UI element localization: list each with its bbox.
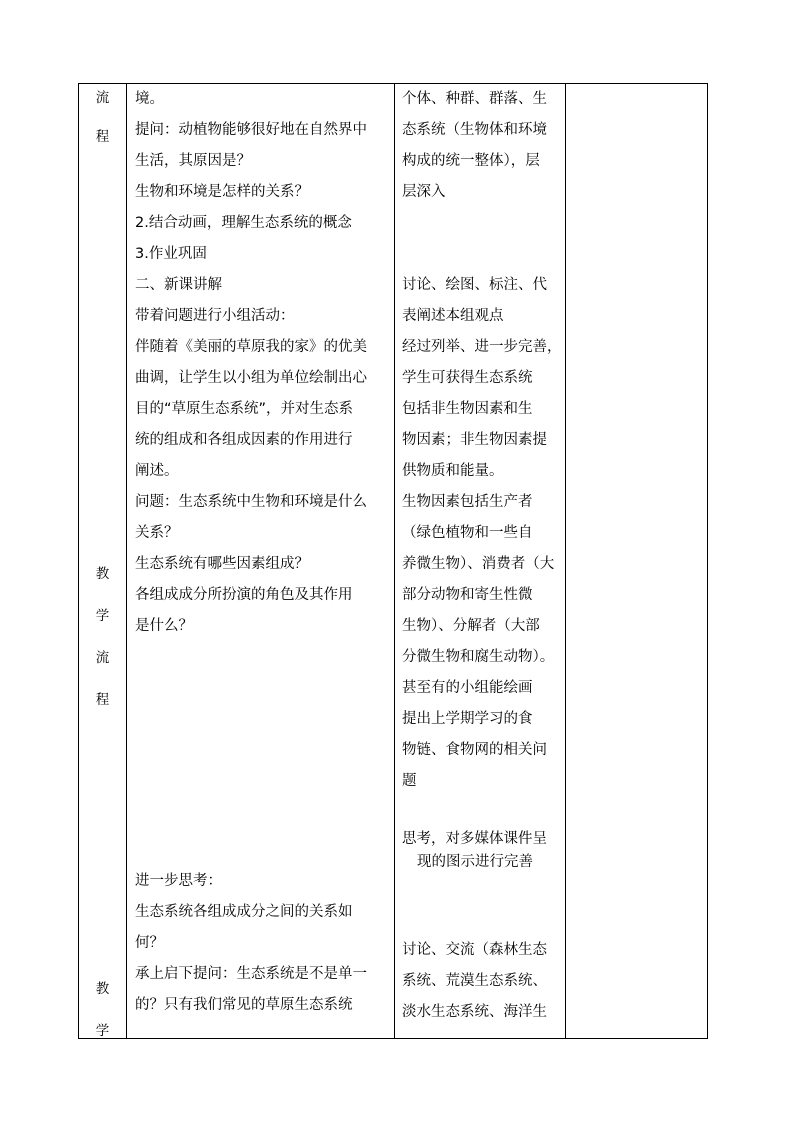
teacher-line: 生物和环境是怎样的关系？ xyxy=(135,184,309,200)
teacher-line: 关系？ xyxy=(135,525,179,541)
teacher-line: 何？ xyxy=(135,935,164,951)
student-line: 学生可获得生态系统 xyxy=(402,370,533,386)
teacher-line: 承上启下提问：生态系统是不是单一 xyxy=(135,966,367,982)
student-line: 淡水生态系统、海洋生 xyxy=(402,1004,547,1020)
student-line: 题 xyxy=(402,773,417,789)
stage-label-char: 学 xyxy=(95,1023,110,1039)
teacher-line: 生态系统有哪些因素组成？ xyxy=(135,556,309,572)
teacher-line: 生活，其原因是？ xyxy=(135,153,251,169)
student-line: 生物因素包括生产者 xyxy=(402,494,533,510)
teacher-line: 是什么？ xyxy=(135,618,193,634)
student-line: 养微生物）、消费者（大 xyxy=(402,556,555,572)
teacher-line: 2.结合动画，理解生态系统的概念 xyxy=(135,215,352,231)
stage-label-char: 流 xyxy=(95,650,110,666)
student-line: 系统、荒漠生态系统、 xyxy=(402,973,547,989)
teacher-line: 二、新课讲解 xyxy=(135,277,222,293)
teacher-line: 统的组成和各组成因素的作用进行 xyxy=(135,432,353,448)
student-line: （绿色植物和一些自 xyxy=(402,525,533,541)
teacher-line: 生态系统各组成成分之间的关系如 xyxy=(135,904,353,920)
student-line: 物链、食物网的相关问 xyxy=(402,742,547,758)
teacher-line: 提问：动植物能够很好地在自然界中 xyxy=(135,122,367,138)
teacher-line: 境。 xyxy=(135,91,164,107)
teacher-line: 带着问题进行小组活动： xyxy=(135,308,295,324)
student-line: 提出上学期学习的食 xyxy=(402,711,533,727)
notes-column xyxy=(566,84,707,1038)
stage-label-char: 程 xyxy=(95,129,110,145)
lesson-plan-table xyxy=(78,83,708,1039)
stage-label-column xyxy=(79,84,126,1038)
student-line: 表阐述本组观点 xyxy=(402,308,504,324)
student-line: 态系统（生物体和环境 xyxy=(402,122,547,138)
student-line: 生物）、分解者（大部 xyxy=(402,618,540,634)
student-line: 构成的统一整体），层 xyxy=(402,153,540,169)
student-line: 个体、种群、群落、生 xyxy=(402,91,547,107)
stage-label-char: 程 xyxy=(95,692,110,708)
student-line: 经过列举、进一步完善， xyxy=(402,339,562,355)
stage-label-char: 学 xyxy=(95,608,110,624)
student-line: 讨论、交流（森林生态 xyxy=(402,942,547,958)
teacher-line: 各组成成分所扮演的角色及其作用 xyxy=(135,587,353,603)
student-line: 包括非生物因素和生 xyxy=(402,401,533,417)
stage-label-char: 教 xyxy=(95,981,110,997)
teacher-activity-column xyxy=(127,84,394,1038)
student-line: 讨论、绘图、标注、代 xyxy=(402,277,547,293)
teacher-line: 阐述。 xyxy=(135,463,179,479)
student-line: 供物质和能量。 xyxy=(402,463,504,479)
student-activity-column xyxy=(395,84,565,1038)
teacher-line: 的？只有我们常见的草原生态系统 xyxy=(135,997,353,1013)
teacher-line: 目的“草原生态系统”，并对生态系 xyxy=(135,401,354,417)
student-line: 思考，对多媒体课件呈 xyxy=(402,831,547,847)
teacher-line: 伴随着《美丽的草原我的家》的优美 xyxy=(135,339,367,355)
teacher-line: 进一步思考： xyxy=(135,873,222,889)
teacher-line: 问题：生态系统中生物和环境是什么 xyxy=(135,494,367,510)
student-line: 分微生物和腐生动物）。 xyxy=(402,649,555,665)
stage-label-char: 教 xyxy=(95,566,110,582)
student-line: 物因素；非生物因素提 xyxy=(402,432,547,448)
teacher-line: 3.作业巩固 xyxy=(135,246,207,262)
stage-label-char: 流 xyxy=(95,90,110,106)
teacher-line: 曲调，让学生以小组为单位绘制出心 xyxy=(135,370,367,386)
student-line: 部分动物和寄生性微 xyxy=(402,587,533,603)
student-line: 现的图示进行完善 xyxy=(417,854,533,870)
student-line: 层深入 xyxy=(402,184,446,200)
student-line: 甚至有的小组能绘画 xyxy=(402,680,533,696)
